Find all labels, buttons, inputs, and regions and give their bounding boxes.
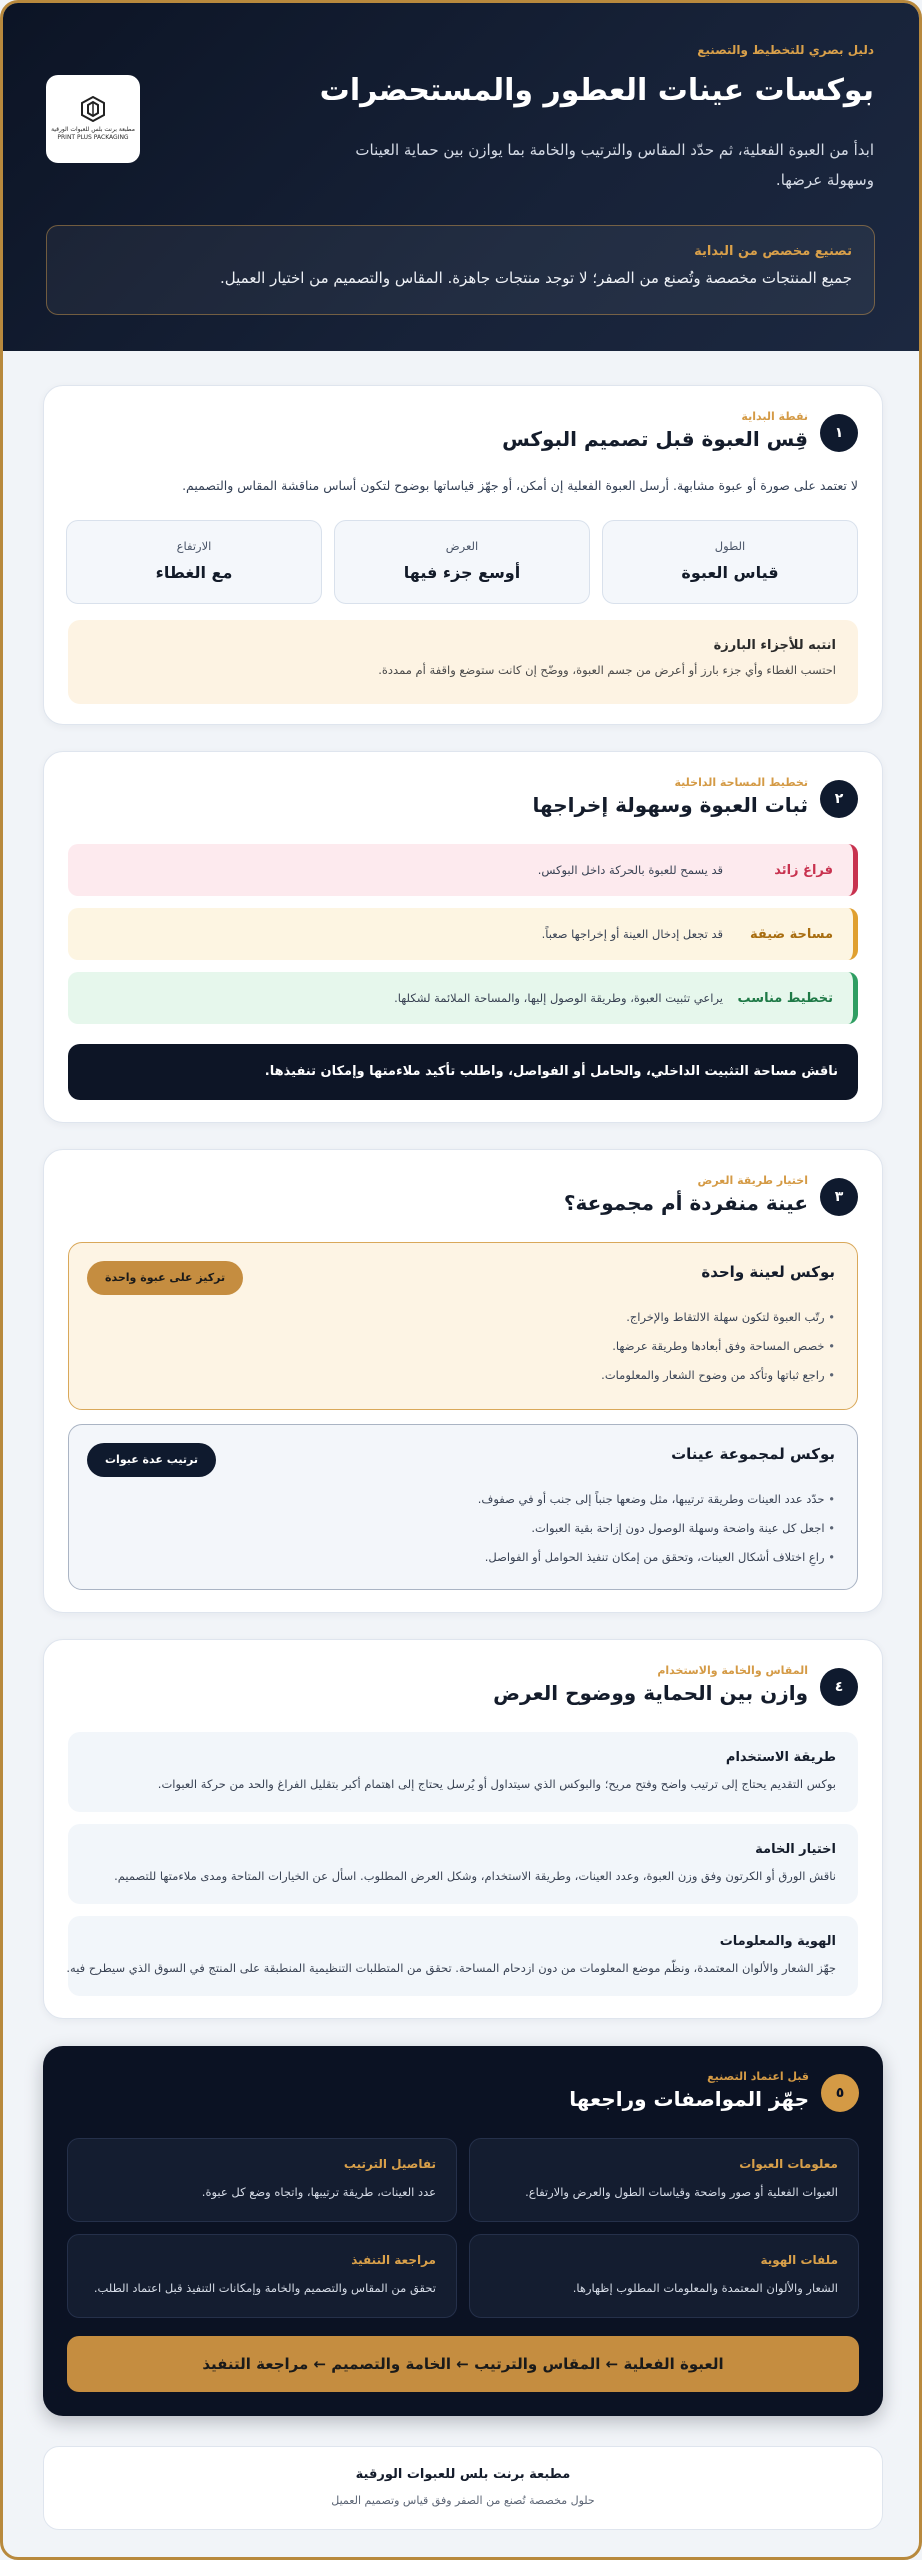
dimension-value: قياس العبوة bbox=[681, 563, 779, 582]
info-title: اختيار الخامة bbox=[755, 1842, 836, 1857]
info-usage bbox=[68, 1732, 858, 1812]
spec-title: معلومات العبوات bbox=[739, 2157, 838, 2171]
list-item: • رتّب العبوة لتكون سهلة الالتقاط والإخراج. bbox=[91, 1303, 835, 1332]
section-title: جهّز المواصفات وراجعها bbox=[569, 2087, 809, 2111]
option-title: بوكس لمجموعة عينات bbox=[671, 1445, 835, 1463]
section-intro: لا تعتمد على صورة أو عبوة مشابهة. أرسل العبوة الفعلية إن أمكن، أو جهّز قياساتها بوضوح لتكون أساس مناقشة المقاس والتصميم. bbox=[182, 478, 858, 493]
info-identity bbox=[68, 1916, 858, 1996]
spec-packaging-info bbox=[469, 2138, 859, 2222]
section-balance bbox=[43, 1639, 883, 2019]
info-text: جهّز الشعار والألوان المعتمدة، ونظّم موضع المعلومات من دون ازدحام المساحة. تحقق من المتطلبات التنظيمية المنطبقة على المنتج في السوق الذي سيطرح فيه. bbox=[66, 1961, 836, 1975]
space-label: تخطيط مناسب bbox=[737, 990, 833, 1006]
spec-arrangement bbox=[67, 2138, 457, 2222]
info-text: بوكس التقديم يحتاج إلى ترتيب واضح وفتح مريح؛ والبوكس الذي سيتداول أو يُرسل يحتاج إلى اهتمام أكبر بتقليل الفراغ والحد من حركة العبوات. bbox=[157, 1777, 836, 1791]
step-number-badge: ٣ bbox=[820, 1178, 858, 1216]
spec-text: تحقق من المقاس والتصميم والخامة وإمكانات التنفيذ قبل اعتماد الطلب. bbox=[93, 2281, 436, 2295]
spec-title: تفاصيل الترتيب bbox=[343, 2157, 436, 2171]
section-title: وازن بين الحماية ووضوح العرض bbox=[493, 1681, 808, 1705]
section-kicker: قبل اعتماد التصنيع bbox=[707, 2070, 809, 2083]
step-number-badge: ٤ bbox=[820, 1668, 858, 1706]
process-flow-bar: العبوة الفعلية ← المقاس والترتيب ← الخامة والتصميم ← مراجعة التنفيذ bbox=[67, 2336, 859, 2392]
list-item: • خصص المساحة وفق أبعادها وطريقة عرضها. bbox=[91, 1332, 835, 1361]
page-footer bbox=[43, 2446, 883, 2530]
option-list bbox=[91, 1485, 835, 1572]
space-text: يراعي تثبيت العبوة، وطريقة الوصول إليها، والمساحة الملائمة لشكلها. bbox=[394, 991, 723, 1005]
footer-subtitle: حلول مخصصة تُصنع من الصفر وفق قياس وتصميم العميل bbox=[331, 2494, 595, 2507]
option-title: بوكس لعينة واحدة bbox=[701, 1263, 835, 1281]
note-title: تصنيع مخصص من البداية bbox=[694, 244, 852, 259]
warning-title: انتبه للأجزاء البارزة bbox=[713, 638, 836, 653]
space-row-suitable bbox=[68, 972, 858, 1024]
brand-logo bbox=[46, 75, 140, 163]
section-display-method bbox=[43, 1149, 883, 1613]
spec-text: الشعار والألوان المعتمدة والمعلومات المطلوب إظهارها. bbox=[572, 2281, 838, 2295]
dimension-label: الارتفاع bbox=[176, 539, 212, 553]
section-kicker: نقطة البداية bbox=[741, 410, 808, 423]
info-title: طريقة الاستخدام bbox=[725, 1750, 836, 1765]
option-list bbox=[91, 1303, 835, 1390]
space-text: قد تجعل إدخال العينة أو إخراجها صعباً. bbox=[541, 927, 723, 941]
info-material bbox=[68, 1824, 858, 1904]
section-kicker: اختيار طريقة العرض bbox=[697, 1174, 808, 1187]
section-title: ثبات العبوة وسهولة إخراجها bbox=[532, 793, 808, 817]
dimension-label: الطول bbox=[714, 539, 746, 553]
list-item: • اجعل كل عينة واضحة وسهلة الوصول دون إزاحة بقية العبوات. bbox=[91, 1514, 835, 1543]
section-kicker: المقاس والخامة والاستخدام bbox=[657, 1664, 808, 1677]
dimension-value: مع الغطاء bbox=[155, 563, 233, 582]
section-title: عينة منفردة أم مجموعة؟ bbox=[563, 1191, 808, 1215]
list-item: • حدّد عدد العينات وطريقة ترتيبها، مثل وضعها جنباً إلى جنب أو في صفوف. bbox=[91, 1485, 835, 1514]
step-number-badge: ٥ bbox=[821, 2074, 859, 2112]
section-internal-space bbox=[43, 751, 883, 1123]
spec-identity-files bbox=[469, 2234, 859, 2318]
dimension-value: أوسع جزء فيها bbox=[403, 563, 521, 582]
footer-title: مطبعة برنت بلس للعبوات الورقية bbox=[355, 2467, 571, 2482]
list-item: • راعِ اختلاف أشكال العينات، وتحقق من إمكان تنفيذ الحوامل أو الفواصل. bbox=[91, 1543, 835, 1572]
info-text: ناقش الورق أو الكرتون وفق وزن العبوة، وعدد العينات، وطريقة الاستخدام، وشكل العرض المطلوب. اسأل عن الخيارات المتاحة ومدى ملاءمتها للتصميم. bbox=[114, 1869, 836, 1883]
space-row-tight bbox=[68, 908, 858, 960]
option-tag: تركيز على عبوة واحدة bbox=[87, 1261, 243, 1295]
space-text: قد يسمح للعبوة بالحركة داخل البوكس. bbox=[537, 863, 723, 877]
space-label: فراغ زائد bbox=[774, 862, 833, 878]
hero-header bbox=[3, 3, 919, 351]
space-label: مساحة ضيقة bbox=[749, 926, 833, 942]
dimension-label: العرض bbox=[445, 539, 479, 553]
section-specifications bbox=[43, 2046, 883, 2416]
page-title: بوكسات عينات العطور والمستحضرات bbox=[319, 73, 874, 108]
dimension-length bbox=[602, 520, 858, 604]
option-tag: ترتيب عدة عبوات bbox=[87, 1443, 216, 1477]
step-number-badge: ٢ bbox=[820, 780, 858, 818]
section-kicker: تخطيط المساحة الداخلية bbox=[674, 776, 808, 789]
spec-execution-review bbox=[67, 2234, 457, 2318]
note-text: جميع المنتجات مخصصة وتُصنع من الصفر؛ لا توجد منتجات جاهزة. المقاس والتصميم من اختيار العميل. bbox=[220, 269, 852, 287]
protruding-parts-warning bbox=[68, 620, 858, 704]
custom-manufacturing-note bbox=[46, 225, 875, 315]
spec-title: مراجعة التنفيذ bbox=[351, 2253, 436, 2267]
warning-text: احتسب الغطاء وأي جزء بارز أو أعرض من جسم العبوة، ووضّح إن كانت ستوضع واقفة أم ممددة. bbox=[378, 663, 836, 677]
step-number-badge: ١ bbox=[820, 414, 858, 452]
spec-title: ملفات الهوية bbox=[760, 2253, 838, 2267]
section-measure bbox=[43, 385, 883, 725]
discussion-strip: ناقش مساحة التثبيت الداخلي، والحامل أو الفواصل، واطلب تأكيد ملاءمتها وإمكان تنفيذها. bbox=[68, 1044, 858, 1100]
dimension-height bbox=[66, 520, 322, 604]
space-row-excess bbox=[68, 844, 858, 896]
section-title: قِس العبوة قبل تصميم البوكس bbox=[502, 427, 808, 451]
list-item: • راجع ثباتها وتأكد من وضوح الشعار والمعلومات. bbox=[91, 1361, 835, 1390]
hero-kicker: دليل بصري للتخطيط والتصنيع bbox=[697, 43, 874, 57]
dimension-width bbox=[334, 520, 590, 604]
spec-text: عدد العينات، طريقة ترتيبها، واتجاه وضع كل عبوة. bbox=[201, 2185, 436, 2199]
group-samples-option bbox=[68, 1424, 858, 1590]
logo-text: مطبعة برنت بلس للعبوات الورقية PRINT PLUS PACKAGING bbox=[51, 126, 135, 141]
info-title: الهوية والمعلومات bbox=[719, 1934, 836, 1949]
single-sample-option bbox=[68, 1242, 858, 1410]
spec-text: العبوات الفعلية أو صور واضحة وقياسات الطول والعرض والارتفاع. bbox=[525, 2185, 838, 2199]
logo-mark-icon bbox=[80, 96, 106, 122]
hero-description: ابدأ من العبوة الفعلية، ثم حدّد المقاس والترتيب والخامة بما يوازن بين حماية العينات وسهولة عرضها. bbox=[355, 141, 874, 189]
